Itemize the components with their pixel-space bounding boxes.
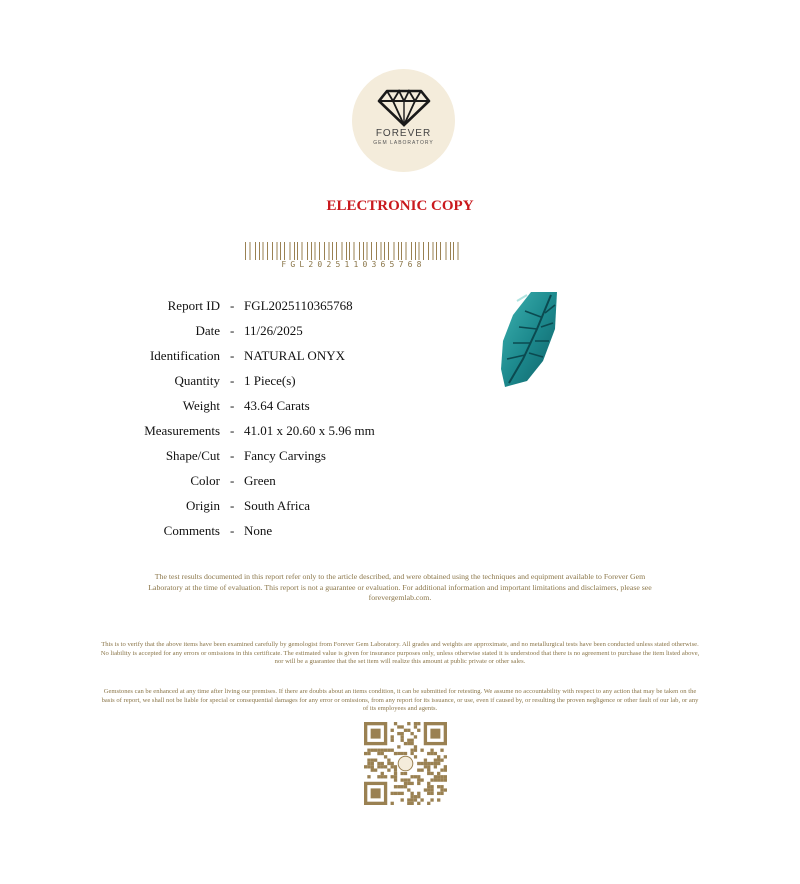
field-label: Measurements (144, 423, 220, 438)
field-separator: - (230, 523, 235, 538)
field-separator: - (230, 373, 235, 388)
field-label: Report ID (167, 298, 220, 313)
barcode-number: FGL2025110365768 (281, 260, 426, 269)
carved-leaf-gem-icon (497, 289, 559, 389)
barcode (245, 242, 462, 260)
field-label: Date (195, 323, 220, 338)
row-report-id (0, 296, 500, 316)
row-color (0, 471, 500, 491)
row-identification (0, 346, 500, 366)
field-value: South Africa (244, 498, 311, 513)
field-separator: - (230, 398, 235, 413)
row-measurements (0, 421, 500, 441)
field-separator: - (230, 498, 235, 513)
field-separator: - (230, 423, 235, 438)
field-value: Fancy Carvings (244, 448, 326, 463)
row-weight (0, 396, 500, 416)
results-disclaimer: The test results documented in this report refer only to the article described, and were obtained using the techniques and equipment available to Forever Gem Laboratory at the time of evaluation. This report is not a guarantee or evaluation. For additional information and important limitations and disclaimers, please see forevergemlab.com. (148, 572, 652, 602)
row-comments (0, 521, 500, 541)
electronic-copy-heading: ELECTRONIC COPY (326, 198, 474, 214)
logo-brand: FOREVER (375, 128, 432, 139)
field-value: FGL2025110365768 (244, 298, 353, 313)
field-separator: - (230, 448, 235, 463)
field-value: 43.64 Carats (244, 398, 310, 413)
field-value: 41.01 x 20.60 x 5.96 mm (244, 423, 375, 438)
field-label: Shape/Cut (165, 448, 220, 463)
field-value: Green (244, 473, 276, 488)
field-label: Origin (186, 498, 220, 513)
field-separator: - (230, 473, 235, 488)
row-origin (0, 496, 500, 516)
field-separator: - (230, 298, 235, 313)
field-value: NATURAL ONYX (244, 348, 345, 363)
row-date (0, 321, 500, 341)
field-value: 1 Piece(s) (244, 373, 296, 388)
field-value: 11/26/2025 (244, 323, 303, 338)
row-quantity (0, 371, 500, 391)
field-separator: - (230, 348, 235, 363)
row-shape-cut (0, 446, 500, 466)
field-value: None (244, 523, 273, 538)
field-label: Comments (163, 523, 220, 538)
field-label: Identification (149, 348, 220, 363)
lab-logo (352, 69, 455, 172)
qr-code-icon[interactable] (364, 722, 447, 805)
enhancement-notice: Gemstones can be enhanced at any time after living our premises. If there are doubts about an items condition, it can be submitted for retesting. We assume no accountability with respect to any action that may be taken on the basis of report, we shall not be liable for special or consequential damages for any error or omissions, from any report for its issuance, or use, even if caused by, or resulting the proven negligence or other fault of our lab, or any of its employees and agents. (101, 688, 699, 713)
field-separator: - (230, 323, 235, 338)
field-label: Weight (182, 398, 220, 413)
field-label: Quantity (174, 373, 220, 388)
field-label: Color (190, 473, 220, 488)
diamond-icon (377, 87, 431, 127)
verification-statement: This is to verify that the above items have been examined carefully by gemologist from Forever Gem Laboratory. All grades and weights are approximate, and no metallurgical tests have been conducted unless stated otherwise. No liability is accepted for any errors or omissions in this certificate. The estimated value is given for insurance purposes only, unless otherwise stated it is understood that there is no agreement to purchase the item listed above, nor will be a guarantee that the set item will realize this amount at public private or other sales. (100, 641, 700, 666)
logo-subtitle: GEM LABORATORY (373, 140, 434, 146)
